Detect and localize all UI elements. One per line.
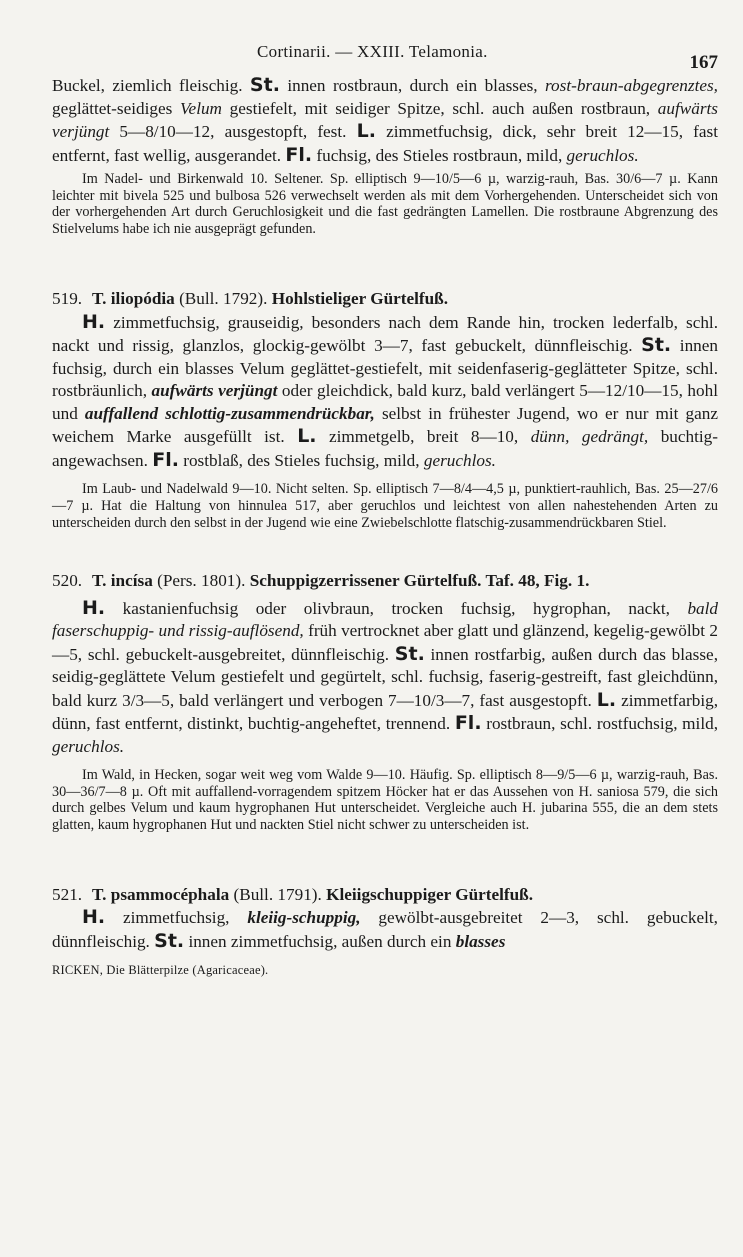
carry-over-note: Im Nadel- und Birkenwald 10. Seltener. Sp. elliptisch 9—10/5—6 µ, warzig-rauh, Bas. 30/6—7 µ. Kann leichter mit bivela 525 und bulbosa 526 verwechselt werden als mit dem Vorhergehenden. Unterscheidet sich von der vorhergehenden Art durch Geruchlosigkeit und die fast gedrängten Lamellen. Die rostbraune Abgrenzung des Stielvelums habe ich nie ausgeprägt gefunden. [52, 171, 718, 237]
common-name: Hohlstieliger Gürtelfuß. [271, 289, 449, 309]
entry-heading [52, 288, 718, 311]
species-author: (Bull. 1791). [229, 884, 327, 904]
common-name: Kleiigschuppiger Gürtelfuß. [326, 884, 534, 904]
entry-note: Im Laub- und Nadelwald 9—10. Nicht selten. Sp. elliptisch 7—8/4—4,5 µ, punktiert-rauhlich, Bas. 25—27/6—7 µ. Hat die Haltung von hinnulea 517, aber geruchlos und leichtest von allen nahestehenden Arten zu unterscheiden durch den selbst in der Jugend wie eine Zwiebelschlotte flatschig-zusammendrückbaren Stiel. [52, 481, 718, 531]
species-entry-519 [52, 288, 718, 531]
species-author: (Bull. 1792). [174, 289, 272, 309]
signature-footer: RICKEN, Die Blätterpilze (Agaricaceae). [52, 963, 269, 978]
species-entry-521 [52, 884, 718, 954]
entry-description: H. zimmetfuchsig, grauseidig, besonders nach dem Rande hin, trocken lederfalb, schl. nackt und rissig, glanzlos, glockig-gewölbt 3—7, fast gebuckelt, dünnfleischig. St. innen fuchsig, durch ein blasses Velum geglättet-gestiefelt, mit seidenfaserig-geglätteter Spitze, schl. rostbräunlich, aufwärts verjüngt oder gleichdick, bald kurz, bald verlängert 5—12/10—15, hohl und auffallend schlottig-zusammendrückbar, selbst in frühester Jugend, wo er nur mit ganz weichem Marke ausgefüllt ist. L. zimmetgelb, breit 8—10, dünn, gedrängt, buchtig-angewachsen. Fl. rostblaß, des Stieles fuchsig, mild, geruchlos. [52, 310, 718, 471]
carry-over-paragraph: Buckel, ziemlich fleischig. St. innen rostbraun, durch ein blasses, rost-braun-abgegrenztes, geglättet-seidiges Velum gestiefelt, mit seidiger Spitze, schl. auch außen rostbraun, aufwärts verjüngt 5—8/10—12, ausgestopft, fest. L. zimmetfuchsig, dick, sehr breit 12—15, fast entfernt, fast wellig, ausgerandet. Fl. fuchsig, des Stieles rostbraun, mild, geruchlos. [52, 74, 718, 166]
book-page [52, 40, 718, 978]
entry-note: Im Wald, in Hecken, sogar weit weg vom Walde 9—10. Häufig. Sp. elliptisch 8—9/5—6 µ, warzig-rauh, Bas. 30—36/7—8 µ. Oft mit auffallend-vorragendem spitzem Höcker hat er das Aussehen von H. saniosa 579, die sich durch gelbes Velum und kaum hygrophanen Hut unterscheidet. Vergleiche auch H. jubarina 555, die an dem stets glatten, kaum hygrophanen Hut und nackten Stiel nicht schwer zu unterscheiden ist. [52, 767, 718, 833]
species-entry-520 [52, 570, 718, 833]
running-title: Cortinarii. — XXIII. Telamonia. [257, 42, 488, 61]
species-name: T. psammocéphala [92, 884, 230, 904]
common-name: Schuppigzerrissener Gürtelfuß. [249, 571, 482, 591]
species-name: T. iliopódia [92, 289, 175, 309]
species-name: T. incísa [92, 571, 153, 591]
plate-reference: Taf. 48, Fig. 1. [481, 571, 590, 591]
entry-heading [52, 570, 718, 593]
entry-heading [52, 884, 718, 907]
entry-description: H. zimmetfuchsig, kleiig-schuppig, gewölbt-ausgebreitet 2—3, schl. gebuckelt, dünnfleischig. St. innen zimmetfuchsig, außen durch ein blasses [52, 906, 718, 952]
page-number: 167 [689, 52, 718, 73]
page-header [52, 40, 718, 74]
entry-number: 521. [52, 884, 83, 904]
entry-number: 519. [52, 289, 83, 309]
entry-number: 520. [52, 571, 83, 591]
entry-description: H. kastanienfuchsig oder olivbraun, trocken fuchsig, hygrophan, nackt, bald faserschuppig- und rissig-auflösend, früh vertrocknet aber glatt und glänzend, kegelig-gewölbt 2—5, schl. gebuckelt-ausgebreitet, dünnfleischig. St. innen rostfarbig, außen durch das blasse, seidig-geglättete Velum gestiefelt und gegürtelt, schl. fuchsig, faserig-gestreift, fast gleichdünn, bald kurz 3/3—5, bald verlängert und verbogen 7—10/3—7, fast ausgestopft. L. zimmetfarbig, dünn, fast entfernt, distinkt, buchtig-angeheftet, trennend. Fl. rostbraun, schl. rostfuchsig, mild, geruchlos. [52, 596, 718, 756]
species-author: (Pers. 1801). [152, 571, 250, 591]
